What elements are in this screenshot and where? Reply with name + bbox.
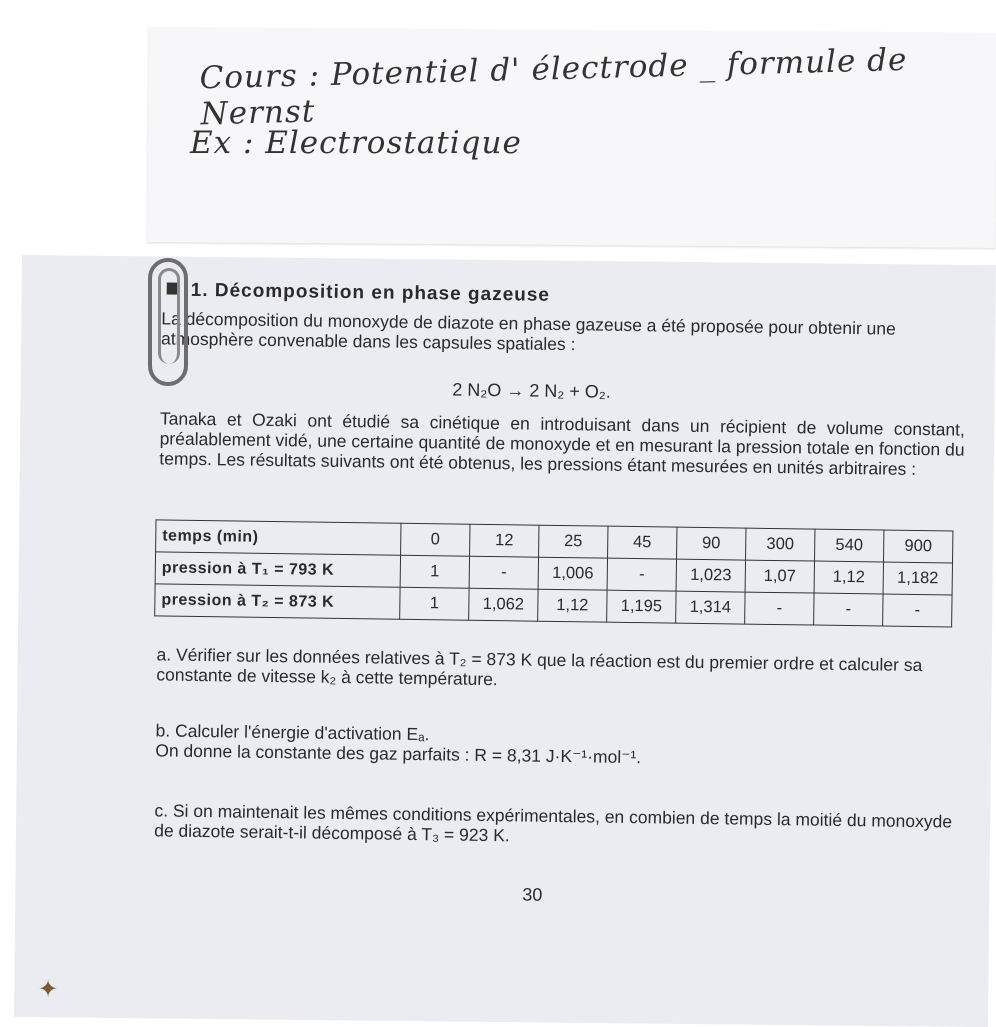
question-c: c. Si on maintenait les mêmes conditions expérimentales, en combien de temps la moitié du monoxyde de diazote serait-t-il décomposé à T₃ = 923 K. — [154, 800, 953, 846]
paperclip-inner-icon — [158, 268, 180, 364]
table-cell: - — [745, 592, 814, 625]
description-paragraph: Tanaka et Ozaki ont étudié sa cinétique en introduisant dans un récipient de volume constant, préalablement vidé, une certaine quantité de monoxyde et en mesurant la pression totale en fonction du temps. Les résultats suivants ont été obtenus, les pressions étant mesurées en unités arbitraires : — [159, 408, 965, 479]
table-row-label: pression à T₁ = 793 K — [155, 552, 400, 587]
table-header-label: temps (min) — [156, 520, 401, 555]
table-cell: 1,314 — [676, 591, 745, 624]
table-cell: 1,12 — [538, 589, 607, 622]
handwritten-exercise-line: Ex : Electrostatique — [190, 125, 522, 161]
page-number: 30 — [522, 884, 543, 905]
table-cell: 900 — [884, 530, 953, 563]
table-cell: - — [883, 594, 952, 627]
question-b — [155, 720, 960, 771]
table-cell: 1,023 — [676, 559, 745, 592]
table-cell: 1,195 — [607, 590, 676, 623]
table-cell: 1,07 — [745, 560, 814, 593]
reaction-equation: 2 N₂O → 2 N₂ + O₂. — [452, 379, 612, 402]
table-cell: - — [469, 556, 538, 589]
pressure-table — [154, 519, 953, 627]
ink-mark-icon: ✦ — [38, 976, 59, 1003]
handwritten-course-line: Cours : Potentiel d' électrode _ formule de Nernst — [199, 41, 908, 133]
table-cell: 90 — [677, 527, 746, 560]
table-cell: 45 — [608, 526, 677, 559]
exercise-title: 1. Décomposition en phase gazeuse — [167, 279, 551, 306]
table-cell: 1,062 — [469, 588, 538, 621]
table-cell: 1,182 — [883, 562, 952, 595]
table-cell: 1,12 — [814, 561, 883, 594]
table-cell: 0 — [401, 523, 470, 556]
table-cell: 300 — [746, 528, 815, 561]
table-cell: - — [607, 558, 676, 591]
question-b-line1: b. Calculer l'énergie d'activation Eₐ. — [155, 720, 430, 745]
table-row-label: pression à T₂ = 873 K — [155, 584, 400, 619]
table-cell: 1 — [400, 587, 469, 620]
table-cell: 1 — [400, 555, 469, 588]
table-cell: 25 — [539, 525, 608, 558]
question-a: a. Vérifier sur les données relatives à T₂ = 873 K que la réaction est du premier ordre et calculer sa constante de vitesse k₂ à cette température. — [156, 644, 923, 690]
intro-paragraph: La décomposition du monoxyde de diazote en phase gazeuse a été proposée pour obtenir une atmosphère convenable dans les capsules spatiales : — [160, 308, 896, 355]
table-cell: - — [814, 593, 883, 626]
table-cell: 12 — [470, 524, 539, 557]
table-cell: 540 — [815, 529, 884, 562]
question-b-line2: On donne la constante des gaz parfaits : R = 8,31 J·K⁻¹·mol⁻¹. — [155, 740, 642, 768]
table-cell: 1,006 — [538, 557, 607, 590]
